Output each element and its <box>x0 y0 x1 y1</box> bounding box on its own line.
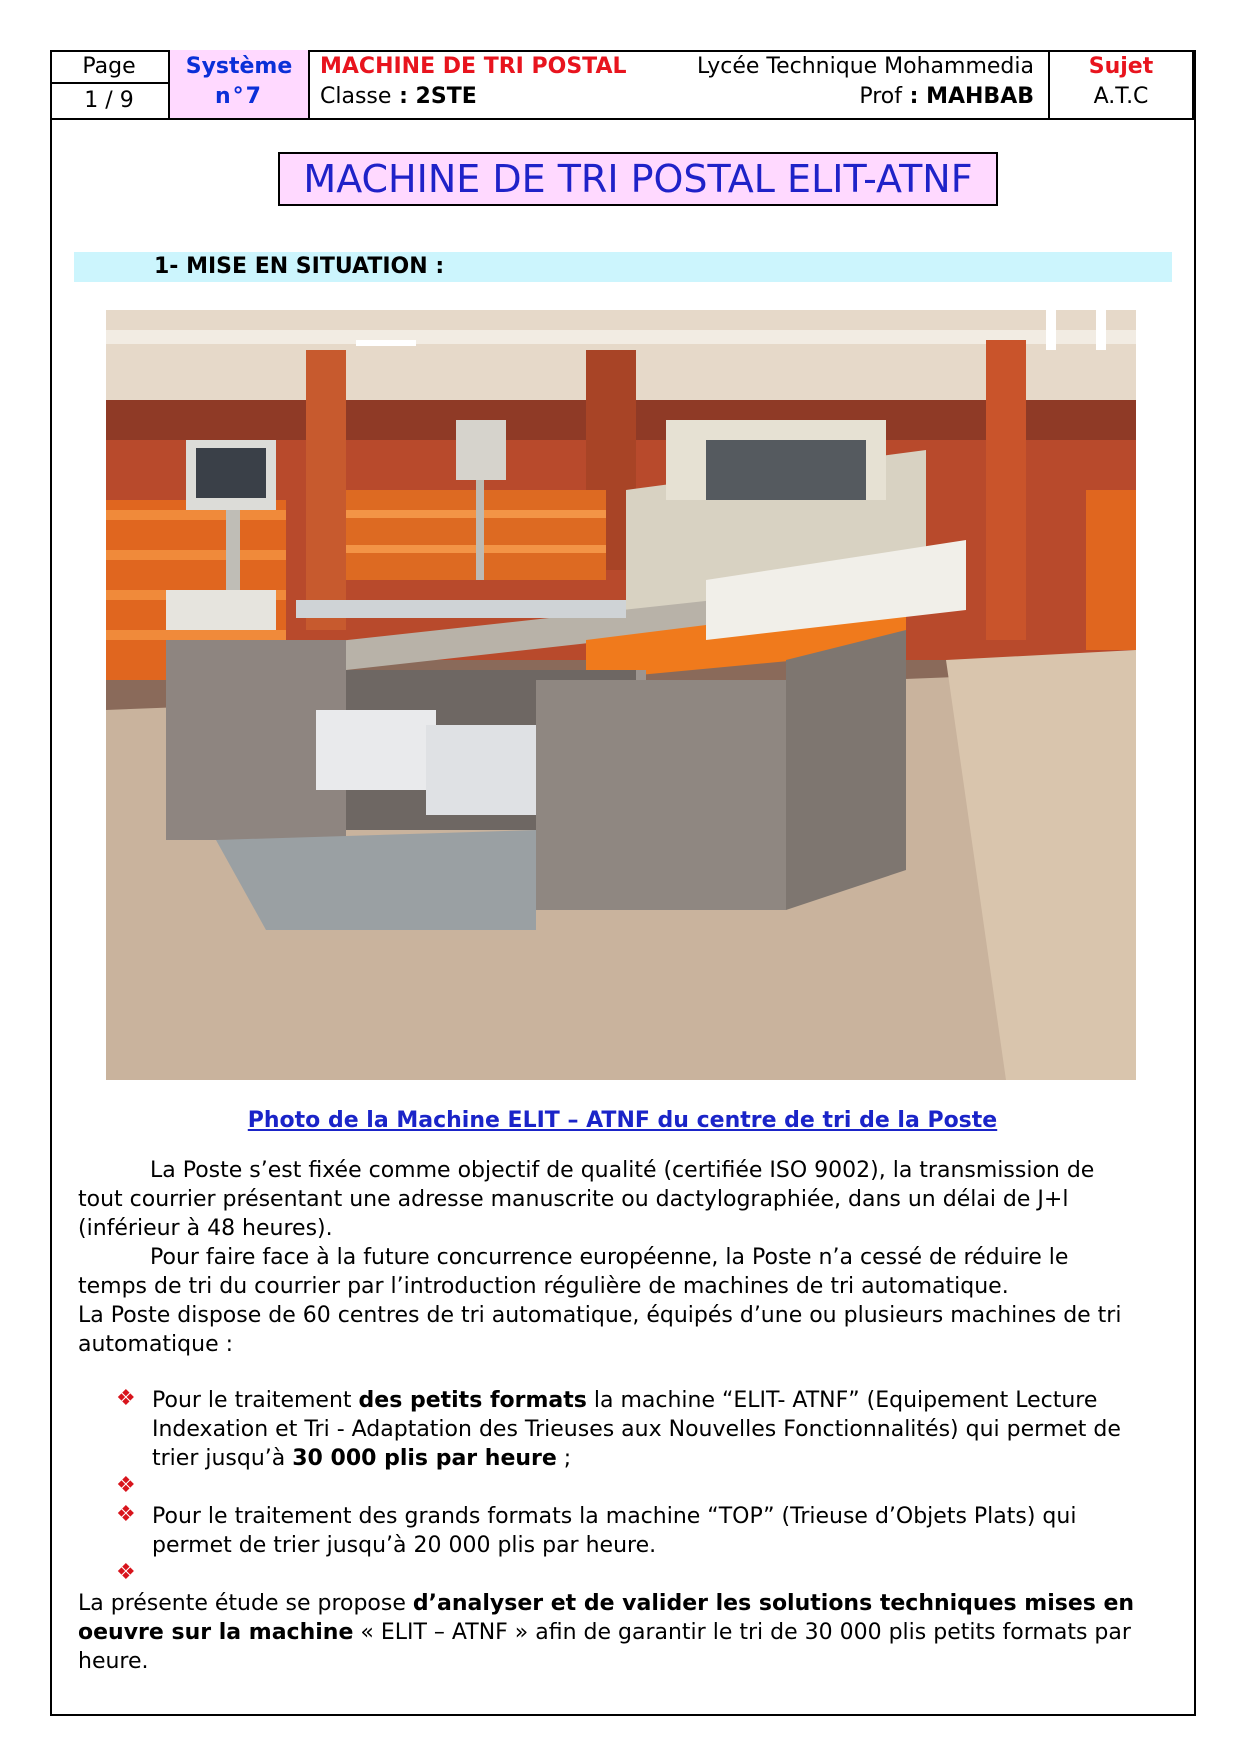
section-title: 1- MISE EN SITUATION : <box>154 254 445 279</box>
paragraph-2-line-2: temps de tri du courrier par l’introduction régulière de machines de tri automatique. <box>78 1274 1009 1299</box>
page-cell <box>50 50 170 118</box>
page-title: MACHINE DE TRI POSTAL ELIT-ATNF <box>278 152 998 206</box>
subject-cell <box>1050 50 1194 118</box>
subject-value: A.T.C <box>1093 84 1149 109</box>
machine-photo <box>106 310 1136 1080</box>
page-number: 1 / 9 <box>84 88 134 113</box>
machine-name: MACHINE DE TRI POSTAL <box>320 54 627 79</box>
diamond-bullet-icon: ❖ <box>116 1386 136 1411</box>
page-label: Page <box>82 54 136 79</box>
school-name: Lycée Technique Mohammedia <box>696 54 1034 79</box>
paragraph-1-line-3: (inférieur à 48 heures). <box>78 1216 333 1241</box>
paragraph-3-line-2: automatique : <box>78 1332 234 1357</box>
photo-caption: Photo de la Machine ELIT – ATNF du centre de tri de la Poste <box>247 1108 998 1133</box>
prof-line: Prof : MAHBAB <box>859 84 1034 109</box>
system-number: n°7 <box>215 84 263 109</box>
header-table <box>50 50 1196 120</box>
machine-photo-illustration <box>106 310 1136 1080</box>
system-label: Système <box>185 54 293 79</box>
conclusion-line-1: La présente étude se propose d’analyser et de valider les solutions techniques mises en <box>78 1591 1135 1616</box>
bullet-1-line-3: trier jusqu’à 30 000 plis par heure ; <box>152 1446 572 1471</box>
bullet-2-line-1: Pour le traitement des grands formats la machine “TOP” (Trieuse d’Objets Plats) qui <box>152 1504 1077 1529</box>
diamond-bullet-icon: ❖ <box>116 1502 136 1527</box>
paragraph-2-line-1: Pour faire face à la future concurrence européenne, la Poste n’a cessé de réduire le <box>150 1245 1069 1270</box>
conclusion-line-3: heure. <box>78 1649 149 1674</box>
system-cell <box>170 50 310 118</box>
paragraph-3-line-1: La Poste dispose de 60 centres de tri automatique, équipés d’une ou plusieurs machines de tri <box>78 1303 1122 1328</box>
paragraph-1-line-2: tout courrier présentant une adresse manuscrite ou dactylographiée, dans un délai de J+l <box>78 1187 1069 1212</box>
classe-line: Classe : 2STE <box>320 84 477 109</box>
bullet-1-line-1: Pour le traitement des petits formats la machine “ELIT- ATNF” (Equipement Lecture <box>152 1388 1098 1413</box>
subject-label: Sujet <box>1088 54 1154 79</box>
bullet-1-line-2: Indexation et Tri - Adaptation des Trieuses aux Nouvelles Fonctionnalités) qui permet de <box>152 1417 1121 1442</box>
section-heading <box>74 252 1172 282</box>
diamond-bullet-icon: ❖ <box>116 1473 136 1498</box>
bullet-2-line-2: permet de trier jusqu’à 20 000 plis par heure. <box>152 1533 657 1558</box>
conclusion-line-2: oeuvre sur la machine « ELIT – ATNF » afin de garantir le tri de 30 000 plis petits formats par <box>78 1620 1131 1645</box>
info-cell <box>310 50 1050 118</box>
paragraph-1-line-1: La Poste s’est fixée comme objectif de qualité (certifiée ISO 9002), la transmission de <box>150 1158 1095 1183</box>
diamond-bullet-icon: ❖ <box>116 1560 136 1585</box>
